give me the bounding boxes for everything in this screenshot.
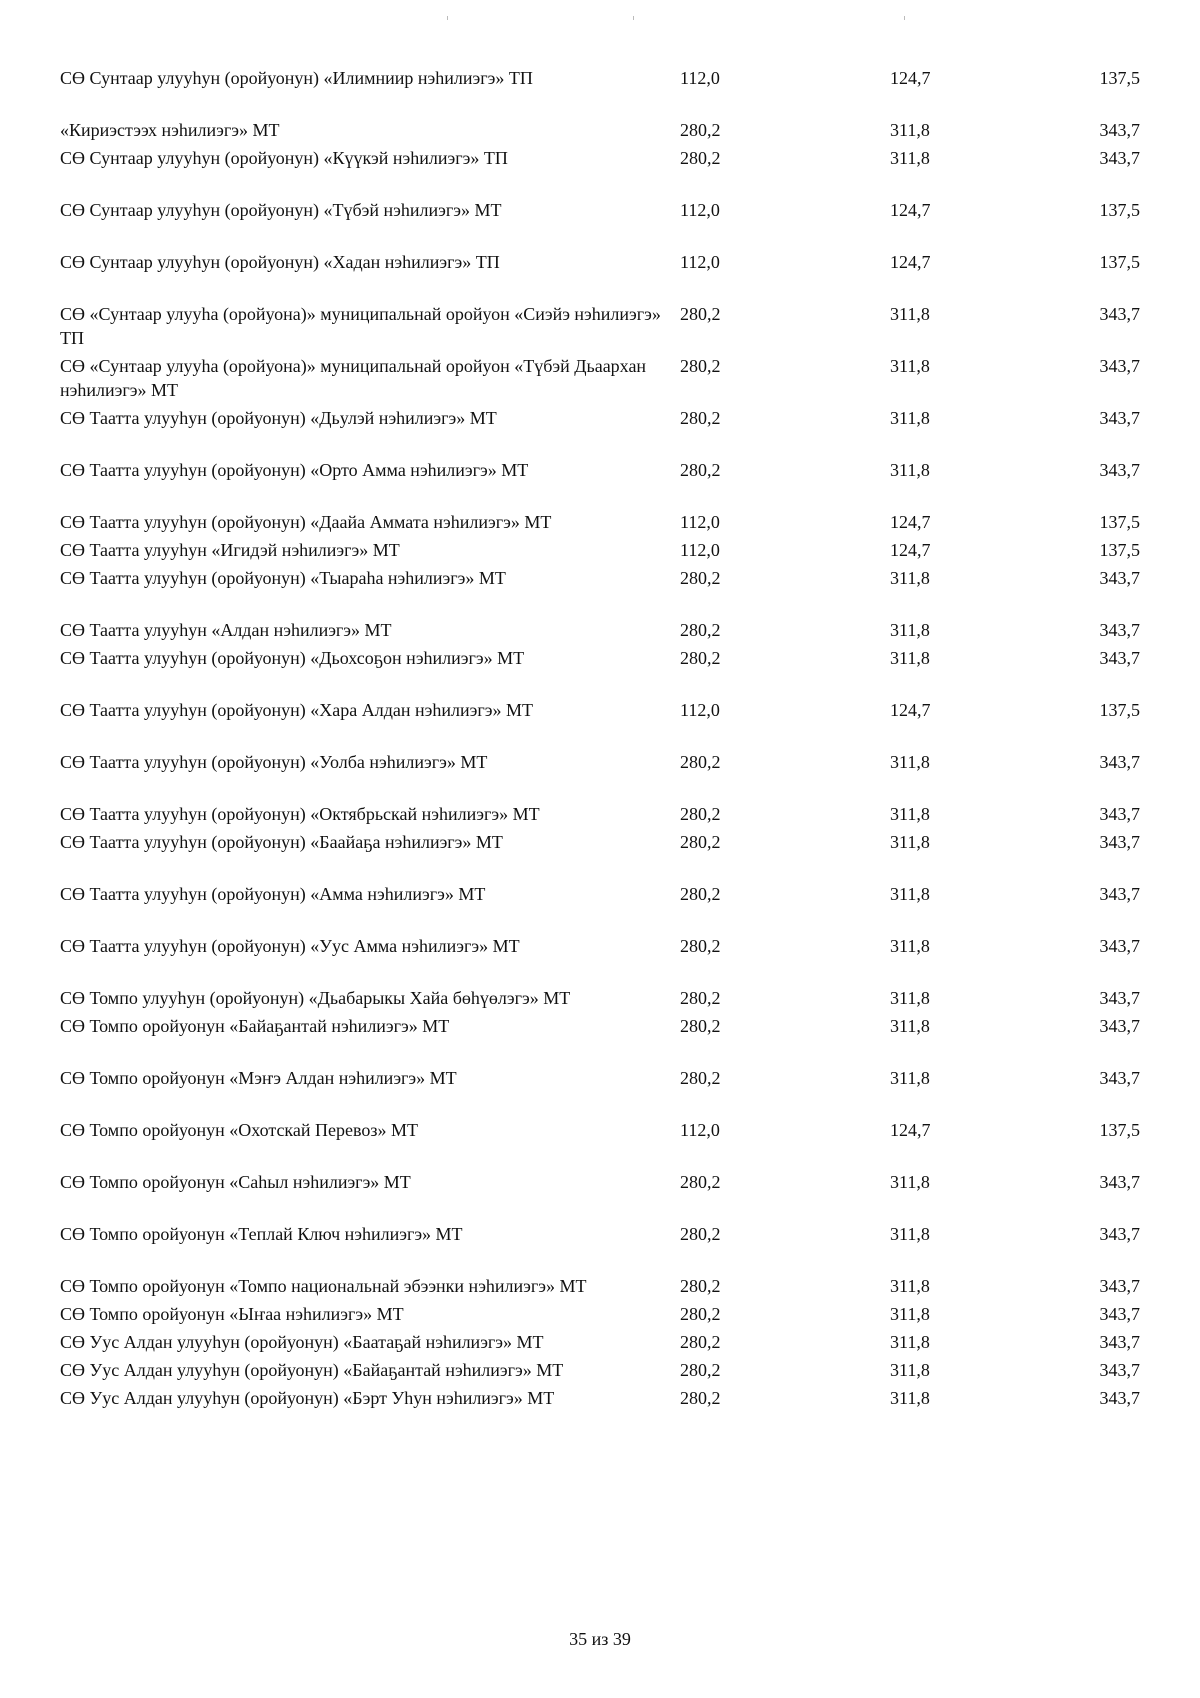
- row-value-2: 124,7: [890, 700, 931, 720]
- row-value-3: 343,7: [1099, 620, 1140, 640]
- row-value-2: 311,8: [890, 120, 930, 140]
- row-value-3: 343,7: [1099, 752, 1140, 772]
- row-value-2: 311,8: [890, 1276, 930, 1296]
- row-value-2: 311,8: [890, 1224, 930, 1244]
- row-value-3: 343,7: [1099, 1016, 1140, 1036]
- row-value-3: 343,7: [1099, 832, 1140, 852]
- row-value-1: 280,2: [680, 752, 721, 772]
- table-row: [60, 698, 1140, 750]
- row-value-3: 343,7: [1099, 1332, 1140, 1352]
- row-value-3: 343,7: [1099, 1360, 1140, 1380]
- row-value-1: 280,2: [680, 1360, 721, 1380]
- table-row: [60, 1274, 1140, 1302]
- row-value-2: 311,8: [890, 568, 930, 588]
- row-value-3: 343,7: [1099, 884, 1140, 904]
- row-name: СӨ Томпо оройуонун «Саһыл нэһилиэгэ» МТ: [60, 1172, 411, 1192]
- table-row: [60, 1014, 1140, 1066]
- row-value-2: 311,8: [890, 408, 930, 428]
- row-value-2: 311,8: [890, 1332, 930, 1352]
- row-value-2: 124,7: [890, 1120, 931, 1140]
- row-value-1: 280,2: [680, 1388, 721, 1408]
- table-row: [60, 1358, 1140, 1386]
- row-name: СӨ Таатта улууһун (оройуонун) «Тыараһа нэһилиэгэ» МТ: [60, 568, 506, 588]
- row-value-1: 112,0: [680, 512, 720, 532]
- row-value-1: 280,2: [680, 648, 721, 668]
- table-row: [60, 750, 1140, 802]
- row-value-2: 311,8: [890, 1304, 930, 1324]
- row-value-2: 311,8: [890, 988, 930, 1008]
- row-name: СӨ Таатта улууһун (оройуонун) «Дьулэй нэһилиэгэ» МТ: [60, 408, 497, 428]
- row-value-2: 124,7: [890, 540, 931, 560]
- tariff-table-body: [60, 66, 1140, 1410]
- row-name: СӨ Сунтаар улууһун (оройуонун) «Күүкэй нэһилиэгэ» ТП: [60, 148, 508, 168]
- table-row: [60, 146, 1140, 198]
- row-value-1: 280,2: [680, 304, 721, 324]
- row-value-2: 311,8: [890, 832, 930, 852]
- row-name: СӨ Таатта улууһун (оройуонун) «Хара Алдан нэһилиэгэ» МТ: [60, 700, 533, 720]
- row-value-3: 343,7: [1099, 1224, 1140, 1244]
- row-value-3: 343,7: [1099, 1276, 1140, 1296]
- row-value-3: 343,7: [1099, 568, 1140, 588]
- row-value-1: 280,2: [680, 120, 721, 140]
- row-value-1: 280,2: [680, 1068, 721, 1088]
- row-name: СӨ Томпо оройуонун «Мэҥэ Алдан нэһилиэгэ» МТ: [60, 1068, 457, 1088]
- table-row: [60, 646, 1140, 698]
- row-value-1: 280,2: [680, 884, 721, 904]
- row-value-1: 112,0: [680, 700, 720, 720]
- row-value-1: 280,2: [680, 408, 721, 428]
- table-row: [60, 198, 1140, 250]
- table-row: [60, 1066, 1140, 1118]
- table-row: [60, 934, 1140, 986]
- table-row: [60, 250, 1140, 302]
- row-value-2: 311,8: [890, 752, 930, 772]
- row-value-2: 311,8: [890, 1172, 930, 1192]
- row-name: СӨ Сунтаар улууһун (оройуонун) «Илимниир нэһилиэгэ» ТП: [60, 68, 533, 88]
- table-row: [60, 458, 1140, 510]
- row-value-1: 280,2: [680, 804, 721, 824]
- table-row: [60, 510, 1140, 538]
- table-row: [60, 1170, 1140, 1222]
- row-value-2: 311,8: [890, 648, 930, 668]
- row-value-1: 280,2: [680, 1016, 721, 1036]
- row-name: «Кириэстээх нэһилиэгэ» МТ: [60, 120, 280, 140]
- row-value-2: 311,8: [890, 1360, 930, 1380]
- table-row: [60, 830, 1140, 882]
- row-value-3: 343,7: [1099, 1068, 1140, 1088]
- table-row: [60, 66, 1140, 118]
- row-value-2: 124,7: [890, 512, 931, 532]
- table-row: [60, 118, 1140, 146]
- row-name: СӨ Томпо оройуонун «Охотскай Перевоз» МТ: [60, 1120, 418, 1140]
- row-value-1: 280,2: [680, 1172, 721, 1192]
- row-name: СӨ Уус Алдан улууһун (оройуонун) «Баатаҕай нэһилиэгэ» МТ: [60, 1332, 544, 1352]
- table-row: [60, 802, 1140, 830]
- row-value-1: 280,2: [680, 936, 721, 956]
- row-value-1: 280,2: [680, 1332, 721, 1352]
- table-row: [60, 302, 1140, 354]
- row-value-1: 280,2: [680, 1276, 721, 1296]
- row-name: СӨ Таатта улууһун (оройуонун) «Даайа Аммата нэһилиэгэ» МТ: [60, 512, 552, 532]
- row-value-3: 343,7: [1099, 648, 1140, 668]
- row-value-3: 343,7: [1099, 936, 1140, 956]
- row-name: СӨ «Сунтаар улууһа (оройуона)» муниципальнай оройуон «Сиэйэ нэһилиэгэ» ТП: [60, 304, 661, 348]
- row-value-3: 343,7: [1099, 1304, 1140, 1324]
- row-value-2: 311,8: [890, 1016, 930, 1036]
- row-value-2: 124,7: [890, 68, 931, 88]
- row-value-2: 311,8: [890, 304, 930, 324]
- row-value-3: 343,7: [1099, 304, 1140, 324]
- row-value-1: 280,2: [680, 460, 721, 480]
- row-value-1: 112,0: [680, 540, 720, 560]
- row-value-1: 280,2: [680, 148, 721, 168]
- row-value-3: 343,7: [1099, 804, 1140, 824]
- row-value-3: 343,7: [1099, 356, 1140, 376]
- page-number: 35 из 39: [569, 1629, 631, 1649]
- row-value-3: 343,7: [1099, 988, 1140, 1008]
- row-value-2: 311,8: [890, 460, 930, 480]
- row-value-3: 343,7: [1099, 148, 1140, 168]
- table-row: [60, 1386, 1140, 1410]
- table-row: [60, 406, 1140, 458]
- table-row: [60, 986, 1140, 1014]
- row-value-3: 343,7: [1099, 408, 1140, 428]
- row-value-3: 343,7: [1099, 460, 1140, 480]
- row-name: СӨ Таатта улууһун «Алдан нэһилиэгэ» МТ: [60, 620, 392, 640]
- row-value-2: 124,7: [890, 200, 931, 220]
- row-name: СӨ Таатта улууһун «Игидэй нэһилиэгэ» МТ: [60, 540, 400, 560]
- row-name: СӨ Уус Алдан улууһун (оройуонун) «Байаҕантай нэһилиэгэ» МТ: [60, 1360, 564, 1380]
- row-value-2: 311,8: [890, 356, 930, 376]
- row-value-3: 137,5: [1099, 1120, 1140, 1140]
- row-value-2: 311,8: [890, 148, 930, 168]
- row-name: СӨ Таатта улууһун (оройуонун) «Уус Амма нэһилиэгэ» МТ: [60, 936, 520, 956]
- row-name: СӨ Таатта улууһун (оройуонун) «Уолба нэһилиэгэ» МТ: [60, 752, 488, 772]
- tariff-table: [60, 66, 1140, 1410]
- row-value-2: 311,8: [890, 620, 930, 640]
- row-name: СӨ Уус Алдан улууһун (оройуонун) «Бэрт Уһун нэһилиэгэ» МТ: [60, 1388, 555, 1408]
- row-value-1: 112,0: [680, 1120, 720, 1140]
- row-value-1: 280,2: [680, 832, 721, 852]
- row-name: СӨ Томпо оройуонун «Томпо национальнай эбээнки нэһилиэгэ» МТ: [60, 1276, 587, 1296]
- row-name: СӨ Сунтаар улууһун (оройуонун) «Хадан нэһилиэгэ» ТП: [60, 252, 500, 272]
- scan-marks: [0, 16, 1200, 20]
- row-value-1: 280,2: [680, 1304, 721, 1324]
- row-value-1: 280,2: [680, 568, 721, 588]
- table-row: [60, 1118, 1140, 1170]
- row-value-3: 343,7: [1099, 1172, 1140, 1192]
- row-value-2: 311,8: [890, 804, 930, 824]
- row-name: СӨ Сунтаар улууһун (оройуонун) «Түбэй нэһилиэгэ» МТ: [60, 200, 502, 220]
- row-value-1: 280,2: [680, 620, 721, 640]
- row-value-2: 311,8: [890, 884, 930, 904]
- row-value-2: 311,8: [890, 1068, 930, 1088]
- row-value-1: 112,0: [680, 68, 720, 88]
- row-value-3: 137,5: [1099, 700, 1140, 720]
- table-row: [60, 566, 1140, 618]
- row-name: СӨ Таатта улууһун (оройуонун) «Октябрьскай нэһилиэгэ» МТ: [60, 804, 540, 824]
- row-value-3: 137,5: [1099, 252, 1140, 272]
- row-value-3: 137,5: [1099, 68, 1140, 88]
- row-name: СӨ Томпо оройуонун «Байаҕантай нэһилиэгэ» МТ: [60, 1016, 450, 1036]
- row-value-1: 280,2: [680, 988, 721, 1008]
- row-name: СӨ Таатта улууһун (оройуонун) «Амма нэһилиэгэ» МТ: [60, 884, 486, 904]
- row-name: СӨ Томпо оройуонун «Ыҥаа нэһилиэгэ» МТ: [60, 1304, 404, 1324]
- row-name: СӨ Таатта улууһун (оройуонун) «Орто Амма нэһилиэгэ» МТ: [60, 460, 529, 480]
- table-row: [60, 354, 1140, 406]
- row-value-3: 343,7: [1099, 120, 1140, 140]
- row-value-3: 343,7: [1099, 1388, 1140, 1408]
- row-name: СӨ Томпо улууһун (оройуонун) «Дьабарыкы Хайа бөһүөлэгэ» МТ: [60, 988, 571, 1008]
- row-value-1: 280,2: [680, 356, 721, 376]
- row-name: СӨ «Сунтаар улууһа (оройуона)» муниципальнай оройуон «Түбэй Дьаархан нэһилиэгэ» МТ: [60, 356, 647, 400]
- row-value-2: 311,8: [890, 1388, 930, 1408]
- row-value-3: 137,5: [1099, 512, 1140, 532]
- row-name: СӨ Томпо оройуонун «Теплай Ключ нэһилиэгэ» МТ: [60, 1224, 463, 1244]
- row-value-3: 137,5: [1099, 200, 1140, 220]
- table-row: [60, 618, 1140, 646]
- row-value-1: 112,0: [680, 252, 720, 272]
- table-row: [60, 1222, 1140, 1274]
- row-value-1: 112,0: [680, 200, 720, 220]
- row-name: СӨ Таатта улууһун (оройуонун) «Дьохсоҕон нэһилиэгэ» МТ: [60, 648, 525, 668]
- table-row: [60, 882, 1140, 934]
- table-row: [60, 538, 1140, 566]
- row-value-2: 311,8: [890, 936, 930, 956]
- row-value-2: 124,7: [890, 252, 931, 272]
- table-row: [60, 1330, 1140, 1358]
- row-name: СӨ Таатта улууһун (оройуонун) «Баайаҕа нэһилиэгэ» МТ: [60, 832, 503, 852]
- row-value-1: 280,2: [680, 1224, 721, 1244]
- row-value-3: 137,5: [1099, 540, 1140, 560]
- table-row: [60, 1302, 1140, 1330]
